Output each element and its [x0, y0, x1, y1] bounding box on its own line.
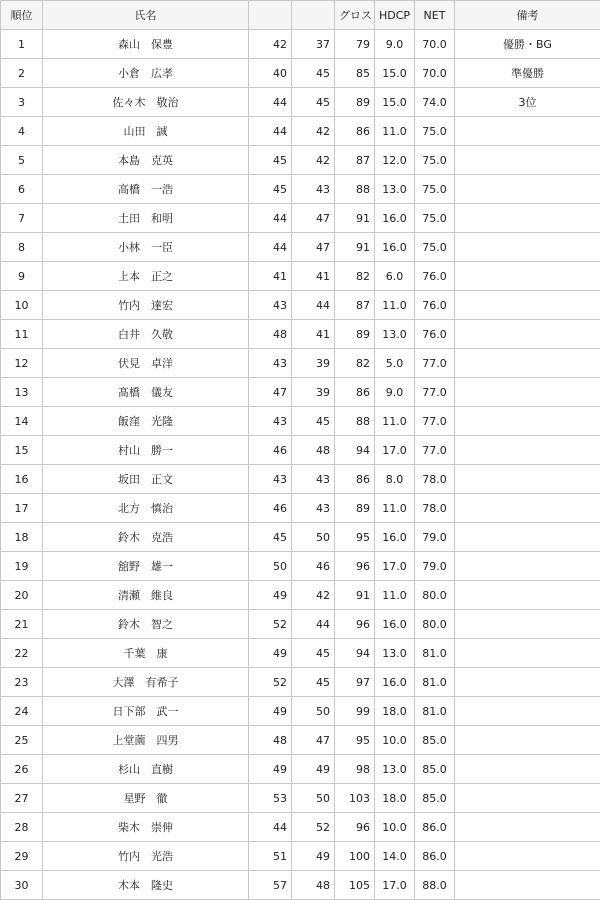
cell-in: 50: [292, 523, 335, 552]
cell-out: 45: [249, 146, 292, 175]
cell-rank: 29: [1, 842, 43, 871]
cell-name: 大澤 有希子: [43, 668, 249, 697]
cell-net: 75.0: [415, 204, 455, 233]
cell-note: [455, 581, 600, 610]
cell-name: 高橋 一浩: [43, 175, 249, 204]
cell-out: 44: [249, 204, 292, 233]
cell-hdcp: 9.0: [375, 378, 415, 407]
cell-name: 髙橋 儀友: [43, 378, 249, 407]
cell-gross: 99: [335, 697, 375, 726]
cell-gross: 96: [335, 813, 375, 842]
cell-gross: 86: [335, 465, 375, 494]
cell-gross: 85: [335, 59, 375, 88]
cell-in: 49: [292, 842, 335, 871]
cell-name: 鈴木 克浩: [43, 523, 249, 552]
cell-net: 78.0: [415, 494, 455, 523]
table-row: [1, 378, 600, 407]
cell-in: 45: [292, 407, 335, 436]
cell-rank: 16: [1, 465, 43, 494]
cell-name: 木本 隆史: [43, 871, 249, 900]
cell-in: 49: [292, 755, 335, 784]
cell-in: 43: [292, 175, 335, 204]
cell-gross: 88: [335, 175, 375, 204]
cell-in: 48: [292, 436, 335, 465]
cell-note: [455, 784, 600, 813]
cell-rank: 17: [1, 494, 43, 523]
table-row: [1, 30, 600, 59]
cell-gross: 96: [335, 610, 375, 639]
cell-rank: 5: [1, 146, 43, 175]
cell-net: 70.0: [415, 59, 455, 88]
cell-rank: 9: [1, 262, 43, 291]
cell-hdcp: 17.0: [375, 436, 415, 465]
cell-net: 76.0: [415, 262, 455, 291]
cell-gross: 86: [335, 378, 375, 407]
cell-hdcp: 13.0: [375, 639, 415, 668]
cell-rank: 30: [1, 871, 43, 900]
cell-hdcp: 16.0: [375, 233, 415, 262]
cell-name: 柴木 崇伸: [43, 813, 249, 842]
cell-gross: 91: [335, 204, 375, 233]
cell-net: 86.0: [415, 813, 455, 842]
cell-name: 森山 保豊: [43, 30, 249, 59]
table-row: [1, 813, 600, 842]
header-rank: 順位: [1, 1, 43, 30]
cell-note: [455, 204, 600, 233]
cell-hdcp: 5.0: [375, 349, 415, 378]
cell-note: [455, 262, 600, 291]
cell-in: 39: [292, 349, 335, 378]
cell-gross: 79: [335, 30, 375, 59]
cell-net: 74.0: [415, 88, 455, 117]
table-body: [1, 30, 600, 900]
cell-name: 佐々木 敬治: [43, 88, 249, 117]
cell-name: 小林 一臣: [43, 233, 249, 262]
cell-net: 85.0: [415, 784, 455, 813]
table-header: [1, 1, 600, 30]
cell-out: 47: [249, 378, 292, 407]
cell-gross: 89: [335, 320, 375, 349]
cell-name: 杉山 直樹: [43, 755, 249, 784]
table-row: [1, 639, 600, 668]
cell-hdcp: 8.0: [375, 465, 415, 494]
cell-name: 飯窪 光隆: [43, 407, 249, 436]
cell-rank: 24: [1, 697, 43, 726]
cell-in: 44: [292, 610, 335, 639]
cell-net: 79.0: [415, 552, 455, 581]
cell-name: 鈴木 智之: [43, 610, 249, 639]
cell-hdcp: 16.0: [375, 523, 415, 552]
header-hdcp: HDCP: [375, 1, 415, 30]
table-row: [1, 88, 600, 117]
cell-gross: 91: [335, 581, 375, 610]
cell-name: 伏見 卓洋: [43, 349, 249, 378]
cell-out: 41: [249, 262, 292, 291]
cell-out: 52: [249, 668, 292, 697]
cell-net: 75.0: [415, 146, 455, 175]
cell-note: 準優勝: [455, 59, 600, 88]
cell-rank: 1: [1, 30, 43, 59]
cell-net: 77.0: [415, 407, 455, 436]
cell-hdcp: 11.0: [375, 407, 415, 436]
cell-hdcp: 14.0: [375, 842, 415, 871]
table-row: [1, 233, 600, 262]
cell-out: 51: [249, 842, 292, 871]
cell-rank: 21: [1, 610, 43, 639]
cell-hdcp: 15.0: [375, 59, 415, 88]
cell-net: 75.0: [415, 117, 455, 146]
cell-out: 49: [249, 581, 292, 610]
cell-net: 75.0: [415, 175, 455, 204]
cell-gross: 96: [335, 552, 375, 581]
cell-hdcp: 16.0: [375, 204, 415, 233]
cell-gross: 87: [335, 291, 375, 320]
cell-note: [455, 668, 600, 697]
cell-gross: 98: [335, 755, 375, 784]
cell-note: [455, 465, 600, 494]
cell-net: 81.0: [415, 639, 455, 668]
cell-out: 44: [249, 813, 292, 842]
cell-name: 山田 誠: [43, 117, 249, 146]
cell-net: 79.0: [415, 523, 455, 552]
cell-gross: 95: [335, 523, 375, 552]
cell-in: 43: [292, 465, 335, 494]
header-in: [292, 1, 335, 30]
header-name: 氏名: [43, 1, 249, 30]
cell-hdcp: 11.0: [375, 581, 415, 610]
cell-net: 76.0: [415, 320, 455, 349]
cell-rank: 12: [1, 349, 43, 378]
cell-in: 47: [292, 233, 335, 262]
cell-rank: 19: [1, 552, 43, 581]
cell-out: 44: [249, 88, 292, 117]
cell-out: 48: [249, 726, 292, 755]
cell-gross: 89: [335, 494, 375, 523]
cell-out: 53: [249, 784, 292, 813]
table-row: [1, 175, 600, 204]
cell-note: 優勝・BG: [455, 30, 600, 59]
cell-note: [455, 407, 600, 436]
cell-hdcp: 11.0: [375, 117, 415, 146]
cell-rank: 25: [1, 726, 43, 755]
cell-rank: 4: [1, 117, 43, 146]
cell-rank: 8: [1, 233, 43, 262]
table-row: [1, 146, 600, 175]
cell-in: 45: [292, 639, 335, 668]
cell-name: 舘野 雄一: [43, 552, 249, 581]
table-row: [1, 204, 600, 233]
cell-net: 85.0: [415, 755, 455, 784]
cell-out: 46: [249, 494, 292, 523]
cell-out: 49: [249, 639, 292, 668]
cell-note: [455, 146, 600, 175]
cell-gross: 82: [335, 349, 375, 378]
cell-net: 88.0: [415, 871, 455, 900]
cell-note: [455, 320, 600, 349]
cell-name: 日下部 武一: [43, 697, 249, 726]
cell-note: [455, 871, 600, 900]
table-row: [1, 349, 600, 378]
cell-name: 上本 正之: [43, 262, 249, 291]
cell-net: 80.0: [415, 581, 455, 610]
cell-out: 44: [249, 233, 292, 262]
cell-rank: 28: [1, 813, 43, 842]
cell-gross: 95: [335, 726, 375, 755]
cell-rank: 15: [1, 436, 43, 465]
cell-net: 77.0: [415, 436, 455, 465]
cell-gross: 86: [335, 117, 375, 146]
cell-net: 76.0: [415, 291, 455, 320]
table-row: [1, 871, 600, 900]
cell-gross: 94: [335, 436, 375, 465]
cell-hdcp: 10.0: [375, 726, 415, 755]
cell-in: 47: [292, 726, 335, 755]
cell-name: 北方 慎治: [43, 494, 249, 523]
header-row: [1, 1, 600, 30]
cell-hdcp: 13.0: [375, 175, 415, 204]
cell-out: 46: [249, 436, 292, 465]
cell-note: [455, 233, 600, 262]
header-note: 備考: [455, 1, 600, 30]
cell-out: 57: [249, 871, 292, 900]
cell-rank: 10: [1, 291, 43, 320]
cell-note: [455, 639, 600, 668]
cell-rank: 18: [1, 523, 43, 552]
table-row: [1, 755, 600, 784]
table-row: [1, 59, 600, 88]
table-row: [1, 465, 600, 494]
cell-hdcp: 16.0: [375, 610, 415, 639]
cell-note: [455, 175, 600, 204]
cell-hdcp: 9.0: [375, 30, 415, 59]
cell-name: 土田 和明: [43, 204, 249, 233]
table-row: [1, 291, 600, 320]
cell-note: [455, 117, 600, 146]
cell-out: 43: [249, 465, 292, 494]
cell-in: 44: [292, 291, 335, 320]
cell-in: 45: [292, 59, 335, 88]
cell-hdcp: 11.0: [375, 494, 415, 523]
cell-net: 81.0: [415, 697, 455, 726]
cell-in: 42: [292, 146, 335, 175]
cell-name: 本島 克英: [43, 146, 249, 175]
cell-in: 45: [292, 668, 335, 697]
cell-out: 48: [249, 320, 292, 349]
cell-hdcp: 18.0: [375, 697, 415, 726]
cell-in: 42: [292, 117, 335, 146]
cell-net: 80.0: [415, 610, 455, 639]
cell-hdcp: 17.0: [375, 552, 415, 581]
cell-in: 42: [292, 581, 335, 610]
cell-note: [455, 494, 600, 523]
cell-rank: 22: [1, 639, 43, 668]
cell-gross: 97: [335, 668, 375, 697]
cell-in: 52: [292, 813, 335, 842]
cell-hdcp: 11.0: [375, 291, 415, 320]
table-row: [1, 436, 600, 465]
cell-in: 47: [292, 204, 335, 233]
cell-out: 45: [249, 175, 292, 204]
table-row: [1, 610, 600, 639]
cell-in: 41: [292, 320, 335, 349]
cell-note: [455, 842, 600, 871]
cell-net: 70.0: [415, 30, 455, 59]
cell-rank: 7: [1, 204, 43, 233]
cell-name: 千葉 康: [43, 639, 249, 668]
cell-note: [455, 291, 600, 320]
cell-note: [455, 436, 600, 465]
cell-out: 40: [249, 59, 292, 88]
cell-in: 39: [292, 378, 335, 407]
cell-out: 42: [249, 30, 292, 59]
cell-net: 78.0: [415, 465, 455, 494]
cell-gross: 88: [335, 407, 375, 436]
table-row: [1, 117, 600, 146]
cell-note: [455, 726, 600, 755]
cell-note: [455, 523, 600, 552]
cell-out: 43: [249, 291, 292, 320]
cell-out: 50: [249, 552, 292, 581]
cell-gross: 89: [335, 88, 375, 117]
cell-in: 50: [292, 697, 335, 726]
cell-gross: 100: [335, 842, 375, 871]
cell-in: 45: [292, 88, 335, 117]
cell-hdcp: 13.0: [375, 755, 415, 784]
cell-rank: 6: [1, 175, 43, 204]
cell-rank: 26: [1, 755, 43, 784]
header-net: NET: [415, 1, 455, 30]
cell-note: [455, 610, 600, 639]
cell-net: 85.0: [415, 726, 455, 755]
cell-gross: 82: [335, 262, 375, 291]
cell-rank: 23: [1, 668, 43, 697]
cell-hdcp: 15.0: [375, 88, 415, 117]
cell-hdcp: 16.0: [375, 668, 415, 697]
cell-rank: 11: [1, 320, 43, 349]
header-gross: グロス: [335, 1, 375, 30]
cell-hdcp: 18.0: [375, 784, 415, 813]
cell-net: 77.0: [415, 349, 455, 378]
cell-rank: 27: [1, 784, 43, 813]
cell-note: [455, 378, 600, 407]
table-row: [1, 320, 600, 349]
cell-out: 52: [249, 610, 292, 639]
cell-name: 上堂薗 四男: [43, 726, 249, 755]
cell-in: 43: [292, 494, 335, 523]
cell-rank: 3: [1, 88, 43, 117]
cell-name: 星野 徹: [43, 784, 249, 813]
cell-note: [455, 697, 600, 726]
table-row: [1, 262, 600, 291]
cell-rank: 13: [1, 378, 43, 407]
table-row: [1, 407, 600, 436]
cell-out: 43: [249, 349, 292, 378]
cell-net: 86.0: [415, 842, 455, 871]
cell-note: [455, 349, 600, 378]
cell-net: 77.0: [415, 378, 455, 407]
cell-hdcp: 13.0: [375, 320, 415, 349]
cell-hdcp: 6.0: [375, 262, 415, 291]
cell-in: 50: [292, 784, 335, 813]
cell-net: 75.0: [415, 233, 455, 262]
cell-gross: 94: [335, 639, 375, 668]
cell-name: 竹内 達宏: [43, 291, 249, 320]
cell-gross: 87: [335, 146, 375, 175]
cell-gross: 105: [335, 871, 375, 900]
cell-out: 43: [249, 407, 292, 436]
cell-in: 41: [292, 262, 335, 291]
cell-out: 44: [249, 117, 292, 146]
table-row: [1, 552, 600, 581]
cell-name: 坂田 正文: [43, 465, 249, 494]
table-row: [1, 494, 600, 523]
cell-hdcp: 12.0: [375, 146, 415, 175]
table-row: [1, 523, 600, 552]
table-row: [1, 668, 600, 697]
cell-name: 白井 久敬: [43, 320, 249, 349]
cell-name: 村山 勝一: [43, 436, 249, 465]
cell-note: [455, 813, 600, 842]
cell-net: 81.0: [415, 668, 455, 697]
cell-name: 清瀬 維良: [43, 581, 249, 610]
cell-out: 49: [249, 755, 292, 784]
cell-note: [455, 552, 600, 581]
cell-in: 48: [292, 871, 335, 900]
table-row: [1, 581, 600, 610]
cell-name: 小倉 広孝: [43, 59, 249, 88]
cell-hdcp: 10.0: [375, 813, 415, 842]
cell-gross: 103: [335, 784, 375, 813]
cell-gross: 91: [335, 233, 375, 262]
cell-in: 37: [292, 30, 335, 59]
header-out: [249, 1, 292, 30]
cell-in: 46: [292, 552, 335, 581]
cell-note: 3位: [455, 88, 600, 117]
cell-rank: 20: [1, 581, 43, 610]
cell-name: 竹内 光浩: [43, 842, 249, 871]
table-row: [1, 784, 600, 813]
cell-out: 45: [249, 523, 292, 552]
table-row: [1, 842, 600, 871]
cell-hdcp: 17.0: [375, 871, 415, 900]
cell-rank: 2: [1, 59, 43, 88]
cell-note: [455, 755, 600, 784]
cell-out: 49: [249, 697, 292, 726]
table-row: [1, 697, 600, 726]
table-row: [1, 726, 600, 755]
cell-rank: 14: [1, 407, 43, 436]
